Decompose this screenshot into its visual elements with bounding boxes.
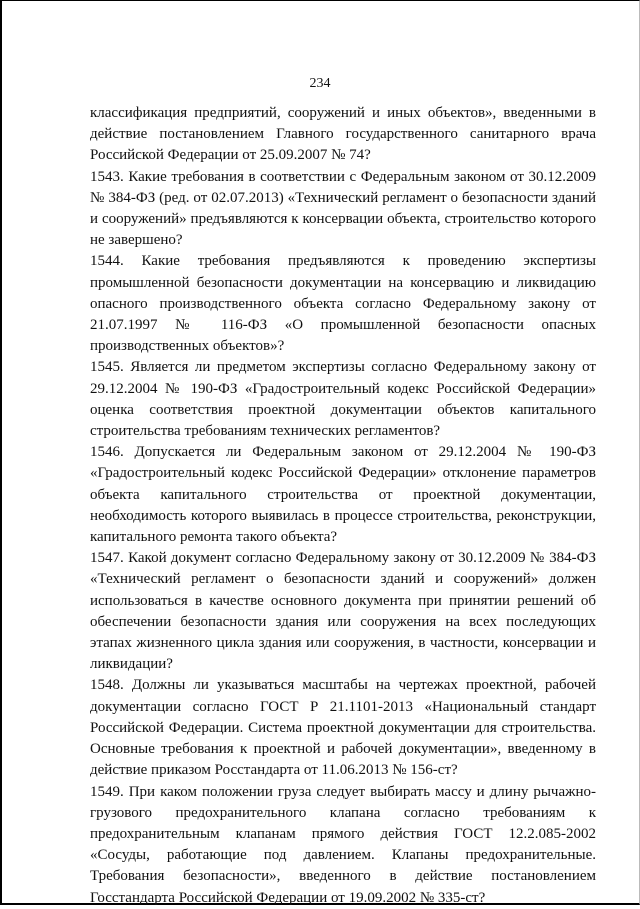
question-1545: 1545. Является ли предметом экспертизы согласно Федеральному закону от 29.12.2004 № 190-ФЗ «Градостроительный кодекс Российской Федерации» оценка соответствия проектной документации объектов капитального строительства требованиям технических регламентов?: [90, 359, 596, 440]
question-1547: 1547. Какой документ согласно Федеральному закону от 30.12.2009 № 384-ФЗ «Технический регламент о безопасности зданий и сооружений» должен использоваться в качестве основного документа при принятии решений об обеспечении безопасности здания или сооружения на всех последующих этапах жизненного цикла здания или сооружения, в частности, консервации и ликвидации?: [90, 550, 596, 673]
question-1546: 1546. Допускается ли Федеральным законом от 29.12.2004 № 190-ФЗ «Градостроительный кодекс Российской Федерации» отклонение параметров объекта капитального строительства от проектной документации, необходимость которого выявилась в процессе строительства, реконструкции, капитального ремонта такого объекта?: [90, 444, 596, 546]
document-body: [90, 103, 596, 909]
question-1549: 1549. При каком положении груза следует выбирать массу и длину рычажно-грузового предохранительного клапана согласно требованиям к предохранительным клапанам прямого действия ГОСТ 12.2.085-2002 «Сосуды, работающие под давлением. Клапаны предохранительные. Требования безопасности», введенного в действие постановлением Госстандарта Российской Федерации от 19.09.2002 № 335-ст?: [90, 783, 596, 906]
question-1543: 1543. Какие требования в соответствии с Федеральным законом от 30.12.2009 № 384-ФЗ (ред. от 02.07.2013) «Технический регламент о безопасности зданий и сооружений» предъявляются к консервации объекта, строительство которого не завершено?: [90, 168, 596, 249]
question-1544: 1544. Какие требования предъявляются к проведению экспертизы промышленной безопасности документации на консервацию и ликвидацию опасного производственного объекта согласно Федеральному закону от 21.07.1997 № 116-ФЗ «О промышленной безопасности опасных производственных объектов»?: [90, 253, 596, 355]
paragraph-continuation: классификация предприятий, сооружений и иных объектов», введенными в действие постановлением Главного государственного санитарного врача Российской Федерации от 25.09.2007 № 74?: [90, 105, 596, 164]
page-number: 234: [309, 76, 331, 91]
question-1548: 1548. Должны ли указываться масштабы на чертежах проектной, рабочей документации согласно ГОСТ Р 21.1101-2013 «Национальный стандарт Российской Федерации. Система проектной документации для строительства. Основные требования к проектной и рабочей документации», введенному в действие приказом Росстандарта от 11.06.2013 № 156-ст?: [90, 677, 596, 779]
